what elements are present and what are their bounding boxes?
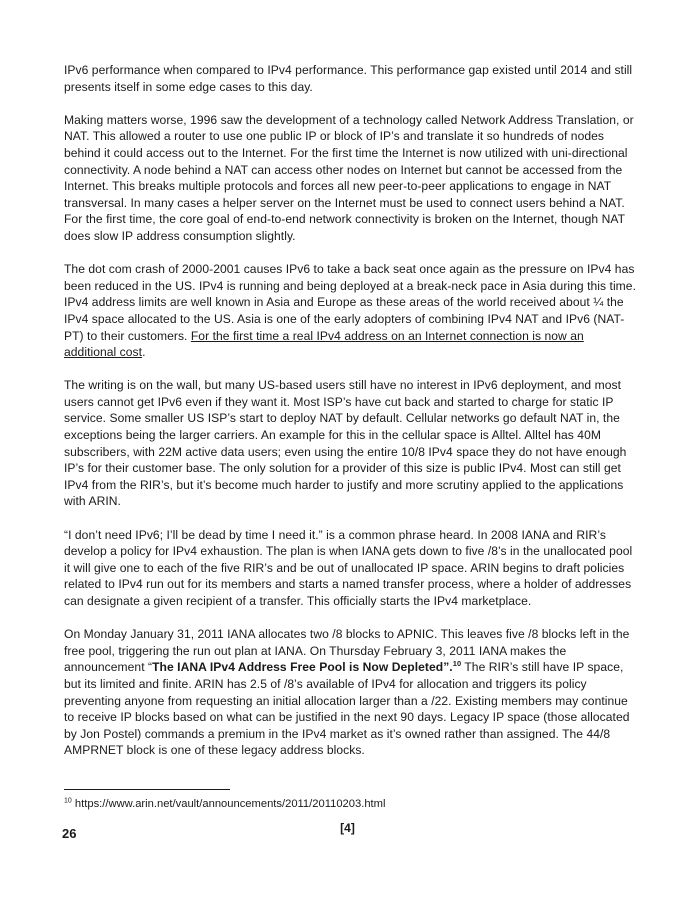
bold-announcement-title: The IANA IPv4 Address Free Pool is Now Depleted”. bbox=[152, 660, 453, 675]
paragraph-nat-history: Making matters worse, 1996 saw the development of a technology called Network Address Translation, or NAT. This allowed a router to use one public IP or block of IP’s and translate it so hundreds of nodes behind it could access out to the Internet. For the first time the Internet is now utilized with uni-directional connectivity. A node behind a NAT can access other nodes on Internet but cannot be accessed from the Internet. This breaks multiple protocols and forces all new peer-to-peer applications to engage in NAT transversal. In many cases a helper server on the Internet must be used to connect users behind a NAT. For the first time, the core goal of end-to-end network connectivity is broken on the Internet, though NAT does slow IP address consumption slightly. bbox=[64, 112, 634, 243]
underlined-ipv4-cost-sentence: For the first time a real IPv4 address on an Internet connection is now an additional cost bbox=[64, 328, 584, 360]
paragraph-iana-depletion-end: The RIR’s still have IP space, but its limited and finite. ARIN has 2.5 of /8’s available of IPv4 for allocation and triggers its policy preventing anyone from requesting an initial allocation larger than a /22. Existing members may continue to receive IP blocks based on what can be justified in the next 90 days. Legacy IP space (those allocated by Jon Postel) commands a premium in the IPv4 market as it’s owned rather than assigned. The 44/8 AMPRNET block is one of these legacy address blocks. bbox=[64, 660, 630, 758]
paragraph-ipv6-performance: IPv6 performance when compared to IPv4 performance. This performance gap existed until 2014 and still presents itself in some edge cases to this day. bbox=[64, 63, 633, 94]
footnote-separator bbox=[64, 789, 230, 790]
footnote-number: 10 bbox=[64, 797, 72, 805]
paragraph-us-isp-nat: The writing is on the wall, but many US-based users still have no interest in IPv6 deployment, and most users cannot get IPv6 even if they want it. Most ISP’s have cut back and started to charge for static IP service. Some smaller US ISP’s start to deploy NAT by default. Cellular networks go default NAT in, the exceptions being the larger carriers. An example for this in the cellular space is Alltel. Alltel has 40M subscribers, with 22M active data users; even using the entire 10/8 IPv4 space they do not have enough IP’s for their customer base. The only solution for a provider of this size is public IPv4. Most can still get IPv4 from the RIR’s, but it’s become much harder to justify and more scrutiny applied to the applications with ARIN. bbox=[64, 378, 627, 509]
paragraph-dot-com-crash-text: The dot com crash of 2000-2001 causes IPv6 to take a back seat once again as the pressure on IPv4 has been reduced in the US. IPv4 is running and being deployed at a break-neck pace in Asia during this time. IPv4 address limits are well known in Asia and Europe as these areas of the world received about ¼ the IPv4 space allocated to the US. Asia is one of the early adopters of combining IPv4 NAT and IPv6 (NAT-PT) to their customers. bbox=[64, 262, 636, 343]
paragraph-iana-depletion-start: On Monday January 31, 2011 IANA allocates two /8 blocks to APNIC. This leaves five /8 blocks left in the free pool, triggering the run out plan at IANA. On Thursday February 3, 2011 IANA makes the announcement “ bbox=[64, 627, 630, 675]
document-body bbox=[64, 62, 636, 776]
footnote-url[interactable]: https://www.arin.net/vault/announcements/2011/20110203.html bbox=[71, 798, 386, 810]
paragraph-iana-depletion bbox=[64, 626, 636, 759]
footnote-reference[interactable]: 10 bbox=[452, 659, 462, 669]
paragraph-dot-com-crash bbox=[64, 261, 636, 361]
footnote bbox=[64, 797, 385, 811]
page-number: 26 bbox=[62, 826, 77, 841]
paragraph-dot-com-crash-end: . bbox=[142, 345, 146, 360]
page-label: [4] bbox=[340, 821, 355, 835]
paragraph-ipv4-exhaustion-policy: “I don’t need IPv6; I’ll be dead by time I need it.” is a common phrase heard. In 2008 IANA and RIR’s develop a policy for IPv4 exhaustion. The plan is when IANA gets down to five /8’s in the unallocated pool it will give one to each of the five RIR’s and be out of unallocated IP space. ARIN begins to draft policies related to IPv4 run out for its members and starts a named transfer process, where a holder of addresses can designate a given recipient of a transfer. This officially starts the IPv4 marketplace. bbox=[64, 527, 633, 608]
